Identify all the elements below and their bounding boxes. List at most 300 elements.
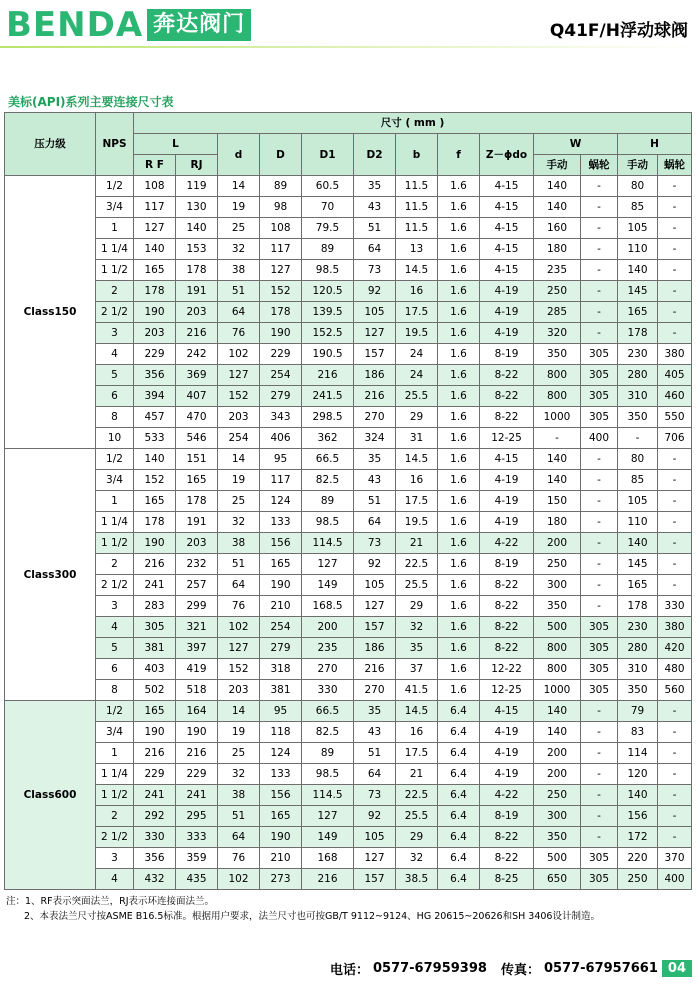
D1-cell: 200 (302, 617, 354, 638)
D-cell: 254 (260, 365, 302, 386)
f-cell: 1.6 (438, 407, 480, 428)
D-cell: 178 (260, 302, 302, 323)
nps-cell: 6 (96, 386, 134, 407)
rj-cell: 165 (176, 470, 218, 491)
rf-cell: 229 (134, 764, 176, 785)
h-manual-cell: 156 (618, 806, 658, 827)
D1-cell: 330 (302, 680, 354, 701)
D2-cell: 92 (354, 806, 396, 827)
nps-cell: 4 (96, 617, 134, 638)
z-cell: 8-19 (480, 554, 534, 575)
D-cell: 318 (260, 659, 302, 680)
b-cell: 31 (396, 428, 438, 449)
pressure-class-cell: Class150 (5, 176, 96, 449)
rf-cell: 190 (134, 302, 176, 323)
z-cell: 8-22 (480, 386, 534, 407)
w-manual-cell: 350 (534, 827, 581, 848)
table-row (5, 659, 692, 680)
header-W: W (534, 134, 618, 155)
D-cell: 343 (260, 407, 302, 428)
section-title: 美标(API)系列主要连接尺寸表 (8, 95, 174, 109)
h-worm-cell: - (658, 281, 692, 302)
nps-cell: 3/4 (96, 470, 134, 491)
D1-cell: 298.5 (302, 407, 354, 428)
h-worm-cell: - (658, 743, 692, 764)
h-manual-cell: 350 (618, 407, 658, 428)
header-h-manual: 手动 (618, 155, 658, 176)
h-manual-cell: 110 (618, 239, 658, 260)
z-cell: 8-22 (480, 827, 534, 848)
header-h-worm: 蜗轮 (658, 155, 692, 176)
rj-cell: 359 (176, 848, 218, 869)
table-row (5, 365, 692, 386)
D-cell: 406 (260, 428, 302, 449)
D1-cell: 168 (302, 848, 354, 869)
header-H: H (618, 134, 692, 155)
h-worm-cell: - (658, 533, 692, 554)
header-w-worm: 蜗轮 (581, 155, 618, 176)
nps-cell: 3 (96, 596, 134, 617)
w-manual-cell: 250 (534, 281, 581, 302)
header-D: D (260, 134, 302, 176)
h-manual-cell: 178 (618, 596, 658, 617)
D2-cell: 64 (354, 512, 396, 533)
b-cell: 22.5 (396, 554, 438, 575)
w-manual-cell: 800 (534, 659, 581, 680)
D-cell: 156 (260, 533, 302, 554)
b-cell: 41.5 (396, 680, 438, 701)
b-cell: 37 (396, 659, 438, 680)
D-cell: 117 (260, 470, 302, 491)
table-row (5, 743, 692, 764)
D-cell: 210 (260, 596, 302, 617)
b-cell: 25.5 (396, 806, 438, 827)
z-cell: 4-19 (480, 323, 534, 344)
w-worm-cell: 305 (581, 680, 618, 701)
z-cell: 4-15 (480, 176, 534, 197)
w-manual-cell: 180 (534, 239, 581, 260)
D-cell: 165 (260, 554, 302, 575)
f-cell: 1.6 (438, 428, 480, 449)
w-worm-cell: - (581, 260, 618, 281)
D2-cell: 73 (354, 260, 396, 281)
w-manual-cell: 1000 (534, 407, 581, 428)
rj-cell: 178 (176, 491, 218, 512)
w-manual-cell: 140 (534, 176, 581, 197)
D-cell: 117 (260, 239, 302, 260)
nps-cell: 1/2 (96, 449, 134, 470)
D1-cell: 120.5 (302, 281, 354, 302)
h-manual-cell: 178 (618, 323, 658, 344)
h-manual-cell: 114 (618, 743, 658, 764)
table-row (5, 764, 692, 785)
z-cell: 4-15 (480, 218, 534, 239)
table-row (5, 176, 692, 197)
h-manual-cell: 83 (618, 722, 658, 743)
w-worm-cell: 400 (581, 428, 618, 449)
h-worm-cell: - (658, 323, 692, 344)
nps-cell: 1/2 (96, 176, 134, 197)
w-manual-cell: 180 (534, 512, 581, 533)
f-cell: 1.6 (438, 554, 480, 575)
f-cell: 1.6 (438, 617, 480, 638)
rj-cell: 203 (176, 533, 218, 554)
D2-cell: 105 (354, 302, 396, 323)
w-worm-cell: - (581, 596, 618, 617)
footnote-2: 2、本表法兰尺寸按ASME B16.5标准。根据用户要求，法兰尺寸也可按GB/T 9112~9124、HG 20615~20626和SH 3406设计制造。 (24, 911, 600, 922)
f-cell: 1.6 (438, 260, 480, 281)
z-cell: 8-22 (480, 575, 534, 596)
rj-cell: 216 (176, 743, 218, 764)
D2-cell: 35 (354, 449, 396, 470)
rf-cell: 178 (134, 281, 176, 302)
D1-cell: 82.5 (302, 722, 354, 743)
w-worm-cell: - (581, 575, 618, 596)
D2-cell: 324 (354, 428, 396, 449)
rf-cell: 165 (134, 701, 176, 722)
D2-cell: 43 (354, 197, 396, 218)
h-worm-cell: 706 (658, 428, 692, 449)
rj-cell: 518 (176, 680, 218, 701)
rf-cell: 241 (134, 575, 176, 596)
w-manual-cell: 300 (534, 575, 581, 596)
D-cell: 190 (260, 827, 302, 848)
d-cell: 254 (218, 428, 260, 449)
h-worm-cell: 330 (658, 596, 692, 617)
b-cell: 16 (396, 281, 438, 302)
d-cell: 64 (218, 575, 260, 596)
table-row (5, 722, 692, 743)
f-cell: 1.6 (438, 365, 480, 386)
w-manual-cell: 160 (534, 218, 581, 239)
h-worm-cell: - (658, 218, 692, 239)
b-cell: 25.5 (396, 386, 438, 407)
h-manual-cell: 140 (618, 260, 658, 281)
nps-cell: 1 1/2 (96, 260, 134, 281)
b-cell: 29 (396, 827, 438, 848)
D1-cell: 70 (302, 197, 354, 218)
table-row (5, 827, 692, 848)
D1-cell: 362 (302, 428, 354, 449)
nps-cell: 2 (96, 281, 134, 302)
h-worm-cell: - (658, 827, 692, 848)
nps-cell: 1 1/2 (96, 785, 134, 806)
table-row (5, 554, 692, 575)
h-worm-cell: - (658, 239, 692, 260)
z-cell: 8-22 (480, 596, 534, 617)
D-cell: 95 (260, 449, 302, 470)
w-manual-cell: - (534, 428, 581, 449)
f-cell: 6.4 (438, 701, 480, 722)
rf-cell: 190 (134, 533, 176, 554)
w-manual-cell: 300 (534, 806, 581, 827)
header-d: d (218, 134, 260, 176)
f-cell: 1.6 (438, 659, 480, 680)
table-row (5, 617, 692, 638)
f-cell: 1.6 (438, 239, 480, 260)
D2-cell: 270 (354, 407, 396, 428)
D2-cell: 216 (354, 659, 396, 680)
d-cell: 64 (218, 827, 260, 848)
header-pressure-class: 压力级 (5, 113, 96, 176)
rj-cell: 241 (176, 785, 218, 806)
rj-cell: 295 (176, 806, 218, 827)
header-D2: D2 (354, 134, 396, 176)
z-cell: 12-25 (480, 680, 534, 701)
w-worm-cell: - (581, 281, 618, 302)
d-cell: 152 (218, 659, 260, 680)
nps-cell: 3/4 (96, 722, 134, 743)
h-worm-cell: 400 (658, 869, 692, 890)
D2-cell: 51 (354, 218, 396, 239)
d-cell: 32 (218, 764, 260, 785)
f-cell: 1.6 (438, 218, 480, 239)
D2-cell: 270 (354, 680, 396, 701)
h-worm-cell: 550 (658, 407, 692, 428)
h-manual-cell: 145 (618, 554, 658, 575)
rf-cell: 165 (134, 491, 176, 512)
h-manual-cell: 250 (618, 869, 658, 890)
z-cell: 8-22 (480, 407, 534, 428)
d-cell: 127 (218, 365, 260, 386)
f-cell: 1.6 (438, 281, 480, 302)
f-cell: 6.4 (438, 722, 480, 743)
D2-cell: 216 (354, 386, 396, 407)
D2-cell: 64 (354, 239, 396, 260)
rj-cell: 203 (176, 302, 218, 323)
table-row (5, 680, 692, 701)
D1-cell: 66.5 (302, 701, 354, 722)
z-cell: 4-15 (480, 260, 534, 281)
D2-cell: 105 (354, 827, 396, 848)
table-row (5, 323, 692, 344)
D2-cell: 35 (354, 701, 396, 722)
D1-cell: 216 (302, 365, 354, 386)
f-cell: 1.6 (438, 470, 480, 491)
D-cell: 124 (260, 743, 302, 764)
D-cell: 133 (260, 764, 302, 785)
D-cell: 229 (260, 344, 302, 365)
h-worm-cell: 380 (658, 617, 692, 638)
f-cell: 1.6 (438, 449, 480, 470)
h-worm-cell: - (658, 491, 692, 512)
w-manual-cell: 200 (534, 533, 581, 554)
table-row (5, 533, 692, 554)
table-row (5, 491, 692, 512)
z-cell: 8-25 (480, 869, 534, 890)
table-row (5, 281, 692, 302)
w-worm-cell: - (581, 449, 618, 470)
f-cell: 6.4 (438, 785, 480, 806)
nps-cell: 3 (96, 848, 134, 869)
d-cell: 19 (218, 470, 260, 491)
h-manual-cell: 165 (618, 302, 658, 323)
D2-cell: 127 (354, 848, 396, 869)
D2-cell: 51 (354, 491, 396, 512)
D-cell: 254 (260, 617, 302, 638)
rj-cell: 397 (176, 638, 218, 659)
header-f: f (438, 134, 480, 176)
header-nps: NPS (96, 113, 134, 176)
D1-cell: 127 (302, 806, 354, 827)
w-worm-cell: - (581, 218, 618, 239)
rf-cell: 330 (134, 827, 176, 848)
f-cell: 1.6 (438, 176, 480, 197)
f-cell: 1.6 (438, 323, 480, 344)
D-cell: 190 (260, 575, 302, 596)
f-cell: 1.6 (438, 533, 480, 554)
d-cell: 19 (218, 197, 260, 218)
d-cell: 51 (218, 806, 260, 827)
rj-cell: 333 (176, 827, 218, 848)
h-manual-cell: 85 (618, 197, 658, 218)
table-row (5, 848, 692, 869)
b-cell: 29 (396, 407, 438, 428)
table-row (5, 344, 692, 365)
nps-cell: 3/4 (96, 197, 134, 218)
w-worm-cell: 305 (581, 869, 618, 890)
f-cell: 6.4 (438, 806, 480, 827)
w-manual-cell: 285 (534, 302, 581, 323)
D-cell: 108 (260, 218, 302, 239)
D1-cell: 168.5 (302, 596, 354, 617)
D-cell: 133 (260, 512, 302, 533)
z-cell: 12-22 (480, 659, 534, 680)
table-row (5, 869, 692, 890)
rj-cell: 369 (176, 365, 218, 386)
pressure-class-cell: Class300 (5, 449, 96, 701)
rf-cell: 140 (134, 239, 176, 260)
h-worm-cell: - (658, 575, 692, 596)
D-cell: 381 (260, 680, 302, 701)
w-manual-cell: 350 (534, 596, 581, 617)
header-D1: D1 (302, 134, 354, 176)
D1-cell: 114.5 (302, 785, 354, 806)
tel-number: 0577-67959398 (372, 961, 487, 976)
rf-cell: 533 (134, 428, 176, 449)
h-worm-cell: - (658, 302, 692, 323)
rj-cell: 470 (176, 407, 218, 428)
d-cell: 203 (218, 680, 260, 701)
w-worm-cell: 305 (581, 659, 618, 680)
rf-cell: 457 (134, 407, 176, 428)
nps-cell: 2 1/2 (96, 302, 134, 323)
z-cell: 4-19 (480, 764, 534, 785)
D1-cell: 89 (302, 491, 354, 512)
d-cell: 76 (218, 323, 260, 344)
f-cell: 1.6 (438, 596, 480, 617)
h-worm-cell: 380 (658, 344, 692, 365)
w-worm-cell: - (581, 470, 618, 491)
table-row (5, 428, 692, 449)
D2-cell: 35 (354, 176, 396, 197)
rj-cell: 190 (176, 722, 218, 743)
rf-cell: 241 (134, 785, 176, 806)
rf-cell: 394 (134, 386, 176, 407)
w-worm-cell: 305 (581, 617, 618, 638)
z-cell: 4-19 (480, 512, 534, 533)
h-manual-cell: 165 (618, 575, 658, 596)
D-cell: 118 (260, 722, 302, 743)
D1-cell: 98.5 (302, 260, 354, 281)
w-worm-cell: 305 (581, 365, 618, 386)
D1-cell: 149 (302, 575, 354, 596)
d-cell: 76 (218, 848, 260, 869)
b-cell: 24 (396, 365, 438, 386)
d-cell: 32 (218, 512, 260, 533)
table-row (5, 512, 692, 533)
nps-cell: 4 (96, 869, 134, 890)
w-worm-cell: - (581, 533, 618, 554)
h-manual-cell: 79 (618, 701, 658, 722)
rf-cell: 140 (134, 449, 176, 470)
b-cell: 11.5 (396, 197, 438, 218)
f-cell: 6.4 (438, 848, 480, 869)
D1-cell: 216 (302, 869, 354, 890)
rj-cell: 407 (176, 386, 218, 407)
h-manual-cell: 85 (618, 470, 658, 491)
rj-cell: 119 (176, 176, 218, 197)
h-worm-cell: - (658, 470, 692, 491)
D1-cell: 152.5 (302, 323, 354, 344)
rj-cell: 419 (176, 659, 218, 680)
D1-cell: 270 (302, 659, 354, 680)
w-worm-cell: - (581, 512, 618, 533)
D2-cell: 92 (354, 554, 396, 575)
w-worm-cell: - (581, 197, 618, 218)
page-number: 04 (662, 960, 692, 977)
w-manual-cell: 800 (534, 365, 581, 386)
w-worm-cell: - (581, 323, 618, 344)
D2-cell: 127 (354, 323, 396, 344)
w-worm-cell: - (581, 491, 618, 512)
rj-cell: 140 (176, 218, 218, 239)
nps-cell: 3 (96, 323, 134, 344)
w-manual-cell: 200 (534, 764, 581, 785)
brand-logo (6, 5, 251, 45)
b-cell: 16 (396, 470, 438, 491)
h-worm-cell: 420 (658, 638, 692, 659)
nps-cell: 1/2 (96, 701, 134, 722)
D2-cell: 64 (354, 764, 396, 785)
d-cell: 14 (218, 176, 260, 197)
D-cell: 152 (260, 281, 302, 302)
D2-cell: 127 (354, 596, 396, 617)
D1-cell: 190.5 (302, 344, 354, 365)
rf-cell: 216 (134, 554, 176, 575)
z-cell: 4-19 (480, 722, 534, 743)
w-worm-cell: - (581, 722, 618, 743)
nps-cell: 2 1/2 (96, 575, 134, 596)
rf-cell: 283 (134, 596, 176, 617)
footnote-1: 注：1、RF表示突面法兰，RJ表示环连接面法兰。 (6, 896, 215, 907)
b-cell: 17.5 (396, 491, 438, 512)
w-worm-cell: - (581, 239, 618, 260)
w-manual-cell: 150 (534, 491, 581, 512)
f-cell: 6.4 (438, 764, 480, 785)
rj-cell: 546 (176, 428, 218, 449)
h-manual-cell: 280 (618, 638, 658, 659)
d-cell: 14 (218, 701, 260, 722)
w-manual-cell: 140 (534, 722, 581, 743)
nps-cell: 2 (96, 806, 134, 827)
d-cell: 102 (218, 869, 260, 890)
table-header (5, 113, 692, 176)
z-cell: 4-15 (480, 239, 534, 260)
z-cell: 8-22 (480, 365, 534, 386)
rf-cell: 356 (134, 848, 176, 869)
D-cell: 210 (260, 848, 302, 869)
